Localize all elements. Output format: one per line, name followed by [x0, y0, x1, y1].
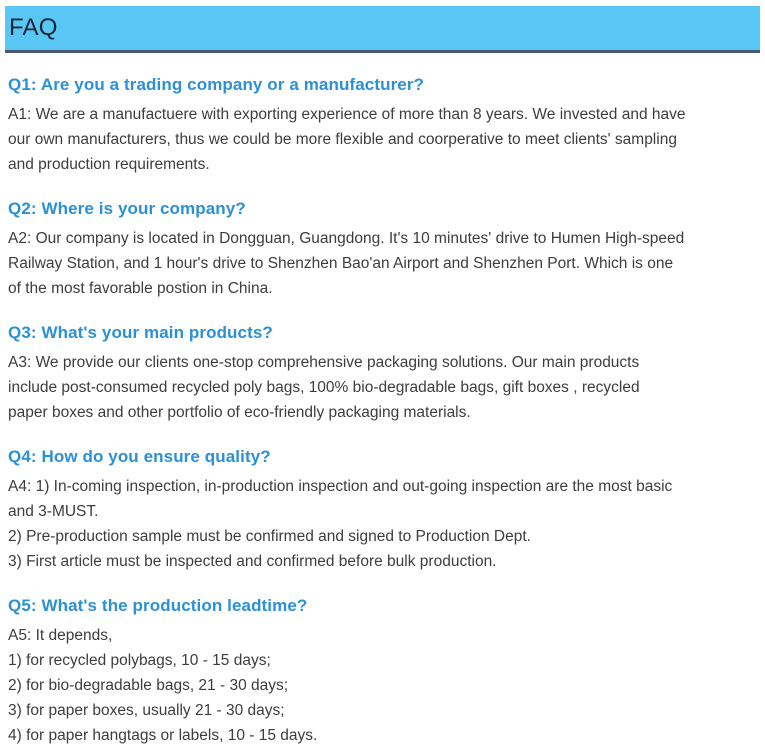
faq-item	[8, 323, 755, 425]
faq-question: Q1: Are you a trading company or a manufacturer?	[8, 75, 425, 94]
faq-answer-line: paper boxes and other portfolio of eco-friendly packaging materials.	[8, 404, 471, 421]
faq-answer-line: A4: 1) In-coming inspection, in-production inspection and out-going inspection are the most basic	[8, 478, 673, 495]
faq-answer	[8, 102, 755, 177]
faq-question: Q4: How do you ensure quality?	[8, 447, 271, 466]
faq-item	[8, 447, 755, 574]
faq-answer-line: A1: We are a manufactuere with exporting experience of more than 8 years. We invested and have	[8, 106, 686, 123]
faq-item	[8, 75, 755, 177]
faq-item	[8, 199, 755, 301]
faq-answer-line: 1) for recycled polybags, 10 - 15 days;	[8, 652, 271, 669]
faq-answer-line: include post-consumed recycled poly bags, 100% bio-degradable bags, gift boxes , recycled	[8, 379, 640, 396]
faq-answer	[8, 474, 755, 574]
faq-item	[8, 596, 755, 748]
faq-answer	[8, 623, 755, 748]
faq-answer-line: of the most favorable postion in China.	[8, 280, 273, 297]
faq-answer-line: 4) for paper hangtags or labels, 10 - 15 days.	[8, 727, 318, 744]
faq-answer-line: 2) Pre-production sample must be confirmed and signed to Production Dept.	[8, 528, 531, 545]
faq-answer-line: 2) for bio-degradable bags, 21 - 30 days;	[8, 677, 289, 694]
faq-answer-line: Railway Station, and 1 hour's drive to Shenzhen Bao'an Airport and Shenzhen Port. Which is one	[8, 255, 674, 272]
faq-list	[0, 75, 765, 748]
page-title: FAQ	[9, 14, 58, 41]
faq-question: Q3: What's your main products?	[8, 323, 273, 342]
faq-answer-line: and 3-MUST.	[8, 503, 99, 520]
faq-answer-line: our own manufacturers, thus we could be more flexible and coorperative to meet clients' sampling	[8, 131, 677, 148]
faq-question: Q5: What's the production leadtime?	[8, 596, 308, 615]
faq-answer-line: A3: We provide our clients one-stop comprehensive packaging solutions. Our main products	[8, 354, 640, 371]
faq-answer-line: A5: It depends,	[8, 627, 113, 644]
faq-answer	[8, 226, 755, 301]
faq-answer-line: 3) First article must be inspected and confirmed before bulk production.	[8, 553, 497, 570]
page-header	[5, 6, 760, 53]
faq-question: Q2: Where is your company?	[8, 199, 246, 218]
faq-answer-line: 3) for paper boxes, usually 21 - 30 days;	[8, 702, 285, 719]
faq-answer-line: and production requirements.	[8, 156, 210, 173]
faq-answer-line: A2: Our company is located in Dongguan, Guangdong. It's 10 minutes' drive to Humen High-speed	[8, 230, 685, 247]
faq-answer	[8, 350, 755, 425]
